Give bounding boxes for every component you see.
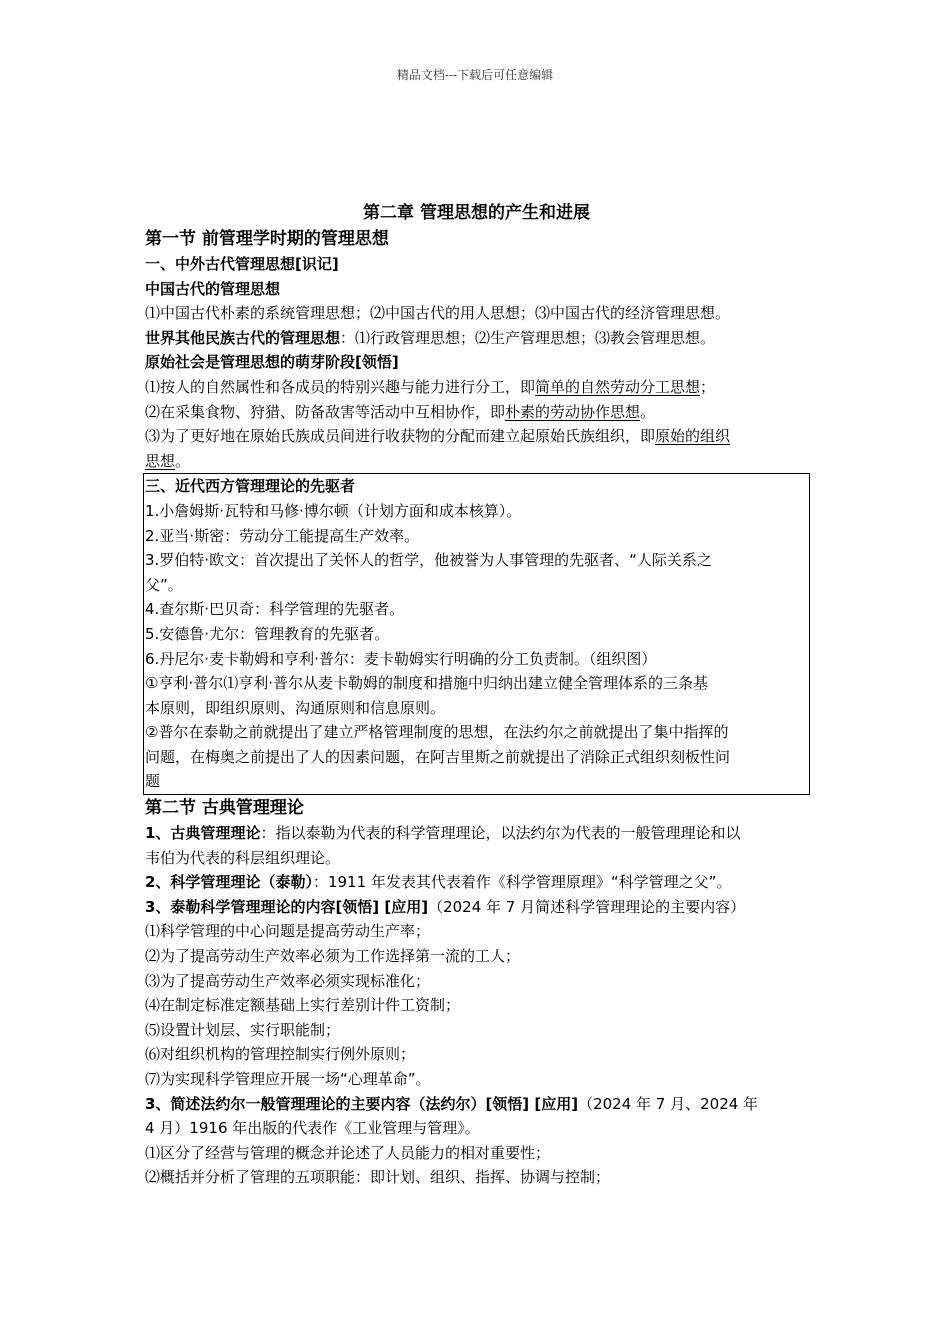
- taylor-item-7: ⑺为实现科学管理应开展一场“心理革命”。: [145, 1070, 431, 1088]
- pioneer-item-4: 4.查尔斯·巴贝奇：科学管理的先驱者。: [145, 600, 405, 619]
- pioneer-item-8a: ②普尔在泰勒之前就提出了建立严格管理制度的思想，在法约尔之前就提出了集中指挥的: [145, 723, 729, 742]
- text-cooperation-pre: ⑵在采集食物、狩猎、防备敌害等活动中互相协作，即: [145, 402, 506, 421]
- label-scientific-management: 2、科学管理理论（泰勒）: [145, 873, 313, 892]
- taylor-item-6: ⑹对组织机构的管理控制实行例外原则；: [145, 1045, 416, 1064]
- text-world-thoughts: ：⑴行政管理思想；⑵生产管理思想；⑶教会管理思想。: [340, 328, 716, 347]
- paragraph-world-thoughts: [145, 326, 808, 351]
- taylor-item-5: ⑸设置计划层、实行职能制；: [145, 1020, 341, 1039]
- text-taylor-content: （2024 年 7 月简述科学管理理论的主要内容）: [428, 897, 746, 916]
- text-organization-pre: ⑶为了更好地在原始氏族成员间进行收获物的分配而建立起原始氏族组织，即: [145, 427, 656, 446]
- pioneer-item-3b: 父”。: [145, 575, 183, 594]
- text-division-pre: ⑴按人的自然属性和各成员的特别兴趣与能力进行分工，即: [145, 377, 536, 396]
- paragraph-organization-a: [145, 424, 808, 449]
- paragraph-organization-b: [145, 449, 808, 474]
- paragraph-classical-theory-a: [145, 821, 808, 846]
- document-body: [145, 200, 808, 1190]
- taylor-item-4: ⑷在制定标准定额基础上实行差别计件工资制；: [145, 996, 461, 1015]
- pioneer-item-7a: ①亨利·普尔⑴亨利·普尔从麦卡勒姆的制度和措施中归纳出建立健全管理体系的三条基: [145, 674, 708, 693]
- paragraph-taylor-content: [145, 895, 808, 920]
- text-fayol-date: （2024 年 7 月、2024 年: [578, 1094, 759, 1113]
- pioneer-item-5: 5.安德鲁·尤尔：管理教育的先驱者。: [145, 624, 390, 643]
- label-fayol: 3、简述法约尔一般管理理论的主要内容（法约尔）[领悟] [应用]: [145, 1094, 579, 1113]
- heading-china-ancient: 中国古代的管理思想: [145, 279, 281, 298]
- paragraph-fayol-a: [145, 1092, 808, 1117]
- section-title-1: 第一节 前管理学时期的管理思想: [145, 229, 389, 249]
- pioneers-box: [143, 473, 810, 795]
- paragraph-division-of-labor: [145, 375, 808, 400]
- text-organization-post: 。: [175, 451, 191, 470]
- heading-ancient-thought: 一、中外古代管理思想[识记]: [145, 255, 339, 273]
- label-taylor-content: 3、泰勒科学管理理论的内容[领悟] [应用]: [145, 897, 429, 916]
- text-classical-theory: ：指以泰勒为代表的科学管理理论，以法约尔为代表的一般管理理论和以: [260, 824, 741, 843]
- paragraph-scientific-management: [145, 870, 808, 895]
- paragraph-cooperation: [145, 400, 808, 425]
- heading-primitive-society: 原始社会是管理思想的萌芽阶段[领悟]: [145, 353, 399, 372]
- text-scientific-management: ：1911 年发表其代表着作《科学管理原理》“科学管理之父”。: [312, 873, 732, 892]
- taylor-item-3: ⑶为了提高劳动生产效率必须实现标准化；: [145, 971, 431, 990]
- label-world-thoughts: 世界其他民族古代的管理思想: [145, 328, 341, 347]
- underlined-division: 简单的自然劳动分工思想: [535, 377, 701, 396]
- paragraph-classical-theory-b: 韦伯为代表的科层组织理论。: [145, 848, 341, 867]
- chapter-title: 第二章 管理思想的产生和进展: [363, 203, 590, 223]
- underlined-organization-2: 思想: [145, 451, 176, 470]
- paragraph-fayol-b: 4 月）1916 年出版的代表作《工业管理与管理》。: [145, 1119, 480, 1138]
- taylor-item-2: ⑵为了提高劳动生产效率必须为工作选择第一流的工人；: [145, 947, 521, 966]
- pioneer-item-2: 2.亚当·斯密：劳动分工能提高生产效率。: [145, 526, 420, 545]
- text-division-post: ；: [700, 377, 716, 396]
- taylor-item-1: ⑴科学管理的中心问题是提高劳动生产率；: [145, 922, 431, 941]
- pioneer-item-1: 1.小詹姆斯·瓦特和马修·博尔顿（计划方面和成本核算）。: [145, 501, 522, 520]
- fayol-item-1: ⑴区分了经营与管理的概念并论述了人员能力的相对重要性；: [145, 1143, 551, 1162]
- section-title-2: 第二节 古典管理理论: [145, 798, 304, 819]
- pioneer-item-8c: 题: [145, 772, 161, 791]
- pioneer-item-7b: 本原则，即组织原则、沟通原则和信息原则。: [145, 698, 446, 717]
- fayol-item-2: ⑵概括并分析了管理的五项职能：即计划、组织、指挥、协调与控制；: [145, 1168, 611, 1187]
- pioneer-item-6: 6.丹尼尔·麦卡勒姆和亨利·普尔：麦卡勒姆实行明确的分工负责制。（组织图）: [145, 649, 657, 668]
- pioneer-item-8b: 问题，在梅奥之前提出了人的因素问题，在阿吉里斯之前就提出了消除正式组织刻板性问: [145, 747, 731, 766]
- underlined-cooperation: 朴素的劳动协作思想: [505, 402, 641, 421]
- heading-pioneers: 三、近代西方管理理论的先驱者: [145, 477, 356, 496]
- paragraph-china-thoughts: ⑴中国古代朴素的系统管理思想；⑵中国古代的用人思想；⑶中国古代的经济管理思想。: [145, 304, 731, 323]
- underlined-organization-1: 原始的组织: [655, 427, 731, 446]
- page-header: 精品文档---下载后可任意编辑: [396, 68, 554, 82]
- text-cooperation-post: 。: [640, 402, 656, 421]
- label-classical-theory: 1、古典管理理论: [145, 824, 261, 843]
- pioneer-item-3a: 3.罗伯特·欧文：首次提出了关怀人的哲学，他被誉为人事管理的先驱者、“人际关系之: [145, 551, 712, 570]
